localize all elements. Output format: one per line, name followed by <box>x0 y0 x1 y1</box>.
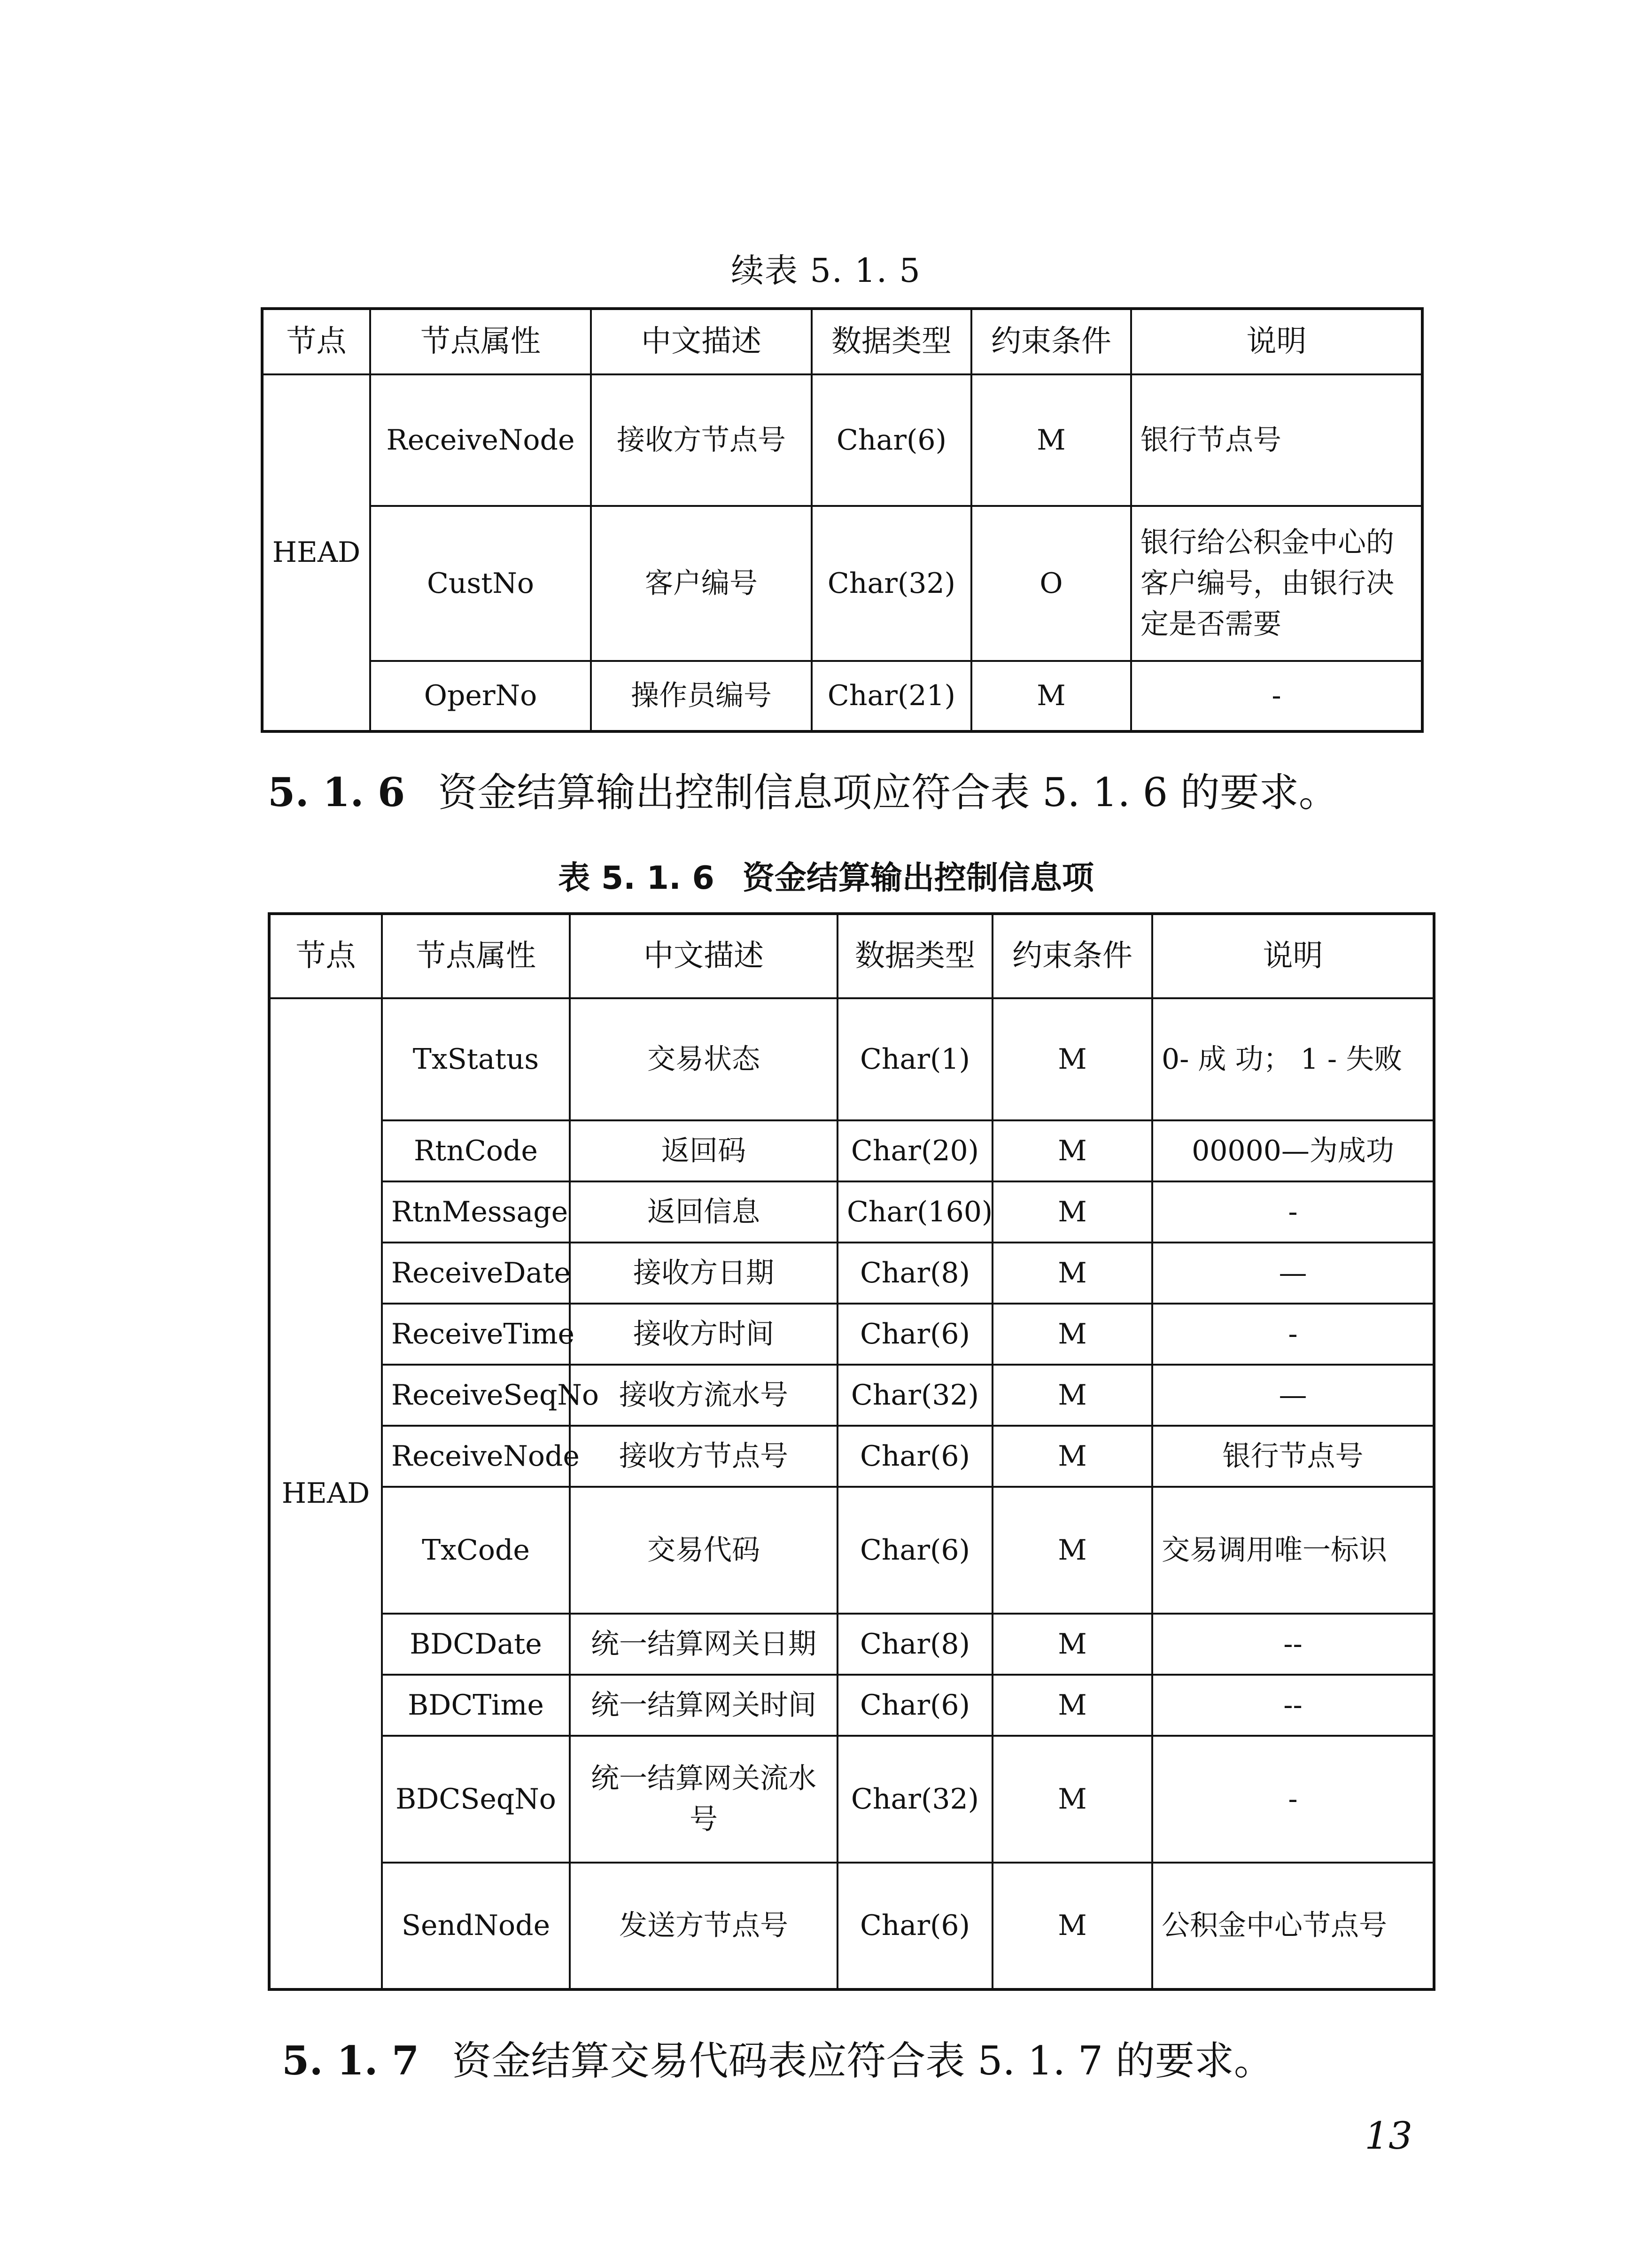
attr-cell: CustNo <box>370 506 591 661</box>
header-constraint: 约束条件 <box>971 309 1131 374</box>
type-cell: Char(8) <box>838 1243 993 1304</box>
type-cell: Char(160) <box>838 1181 993 1243</box>
note-cell: - <box>1152 1181 1434 1243</box>
desc-cell: 客户编号 <box>591 506 812 661</box>
desc-cell: 统一结算网关时间 <box>570 1675 838 1736</box>
attr-cell: RtnCode <box>382 1120 570 1181</box>
note-cell: - <box>1152 1304 1434 1365</box>
table-row <box>269 1181 1434 1243</box>
note-cell: 银行节点号 <box>1152 1426 1434 1487</box>
note-cell: - <box>1131 661 1422 731</box>
header-row <box>262 309 1422 374</box>
header-type: 数据类型 <box>812 309 971 374</box>
header-desc: 中文描述 <box>591 309 812 374</box>
type-cell: Char(6) <box>838 1304 993 1365</box>
header-node: 节点 <box>262 309 370 374</box>
note-cell: 银行给公积金中心的客户编号，由银行决定是否需要 <box>1131 506 1422 661</box>
constraint-cell: M <box>971 661 1131 731</box>
constraint-cell: M <box>993 1736 1152 1863</box>
type-cell: Char(6) <box>838 1863 993 1989</box>
desc-cell: 接收方日期 <box>570 1243 838 1304</box>
desc-cell: 接收方时间 <box>570 1304 838 1365</box>
constraint-cell: M <box>993 1487 1152 1614</box>
type-cell: Char(20) <box>838 1120 993 1181</box>
attr-cell: ReceiveTime <box>382 1304 570 1365</box>
header-constraint: 约束条件 <box>993 914 1152 998</box>
attr-cell: BDCSeqNo <box>382 1736 570 1863</box>
attr-cell: ReceiveDate <box>382 1243 570 1304</box>
section-text: 资金结算输出控制信息项应符合表 5. 1. 6 的要求。 <box>438 769 1338 816</box>
attr-cell: OperNo <box>370 661 591 731</box>
type-cell: Char(32) <box>838 1365 993 1426</box>
table-row <box>262 661 1422 731</box>
table-row <box>269 1736 1434 1863</box>
constraint-cell: M <box>993 1181 1152 1243</box>
desc-cell: 接收方流水号 <box>570 1365 838 1426</box>
type-cell: Char(6) <box>838 1675 993 1736</box>
section-number: 5. 1. 6 <box>268 769 405 816</box>
attr-cell: TxStatus <box>382 998 570 1120</box>
note-cell: 0- 成 功； 1 - 失败 <box>1152 998 1434 1120</box>
type-cell: Char(32) <box>812 506 971 661</box>
table-row <box>269 998 1434 1120</box>
header-row <box>269 914 1434 998</box>
header-note: 说明 <box>1131 309 1422 374</box>
table-row <box>269 1426 1434 1487</box>
section-5-1-6 <box>268 761 1338 818</box>
attr-cell: TxCode <box>382 1487 570 1614</box>
desc-cell: 接收方节点号 <box>591 374 812 506</box>
constraint-cell: M <box>993 1863 1152 1989</box>
header-desc: 中文描述 <box>570 914 838 998</box>
table-row <box>262 506 1422 661</box>
attr-cell: SendNode <box>382 1863 570 1989</box>
type-cell: Char(1) <box>838 998 993 1120</box>
note-cell: 银行节点号 <box>1131 374 1422 506</box>
note-cell: - <box>1152 1736 1434 1863</box>
note-cell: 交易调用唯一标识 <box>1152 1487 1434 1614</box>
header-note: 说明 <box>1152 914 1434 998</box>
desc-cell: 操作员编号 <box>591 661 812 731</box>
constraint-cell: M <box>993 998 1152 1120</box>
table2-title-text: 资金结算输出控制信息项 <box>742 860 1094 897</box>
desc-cell: 接收方节点号 <box>570 1426 838 1487</box>
type-cell: Char(6) <box>838 1487 993 1614</box>
desc-cell: 交易代码 <box>570 1487 838 1614</box>
table-row <box>269 1243 1434 1304</box>
table-row <box>269 1614 1434 1675</box>
constraint-cell: O <box>971 506 1131 661</box>
table-row <box>269 1487 1434 1614</box>
constraint-cell: M <box>993 1365 1152 1426</box>
note-cell: -- <box>1152 1614 1434 1675</box>
page-number: 13 <box>1365 2114 1412 2158</box>
constraint-cell: M <box>993 1614 1152 1675</box>
header-attr: 节点属性 <box>370 309 591 374</box>
desc-cell: 发送方节点号 <box>570 1863 838 1989</box>
constraint-cell: M <box>971 374 1131 506</box>
table2-title-number: 表 5. 1. 6 <box>558 860 714 897</box>
node-cell: HEAD <box>269 998 382 1989</box>
note-cell: -- <box>1152 1675 1434 1736</box>
type-cell: Char(32) <box>838 1736 993 1863</box>
desc-cell: 统一结算网关流水号 <box>570 1736 838 1863</box>
section-number: 5. 1. 7 <box>282 2037 419 2084</box>
constraint-cell: M <box>993 1426 1152 1487</box>
table-row <box>269 1675 1434 1736</box>
header-attr: 节点属性 <box>382 914 570 998</box>
constraint-cell: M <box>993 1243 1152 1304</box>
note-cell: 公积金中心节点号 <box>1152 1863 1434 1989</box>
constraint-cell: M <box>993 1120 1152 1181</box>
attr-cell: RtnMessage <box>382 1181 570 1243</box>
attr-cell: BDCTime <box>382 1675 570 1736</box>
table-5-1-5-continued <box>261 307 1424 733</box>
desc-cell: 返回码 <box>570 1120 838 1181</box>
attr-cell: ReceiveNode <box>382 1426 570 1487</box>
constraint-cell: M <box>993 1304 1152 1365</box>
type-cell: Char(6) <box>812 374 971 506</box>
section-text: 资金结算交易代码表应符合表 5. 1. 7 的要求。 <box>452 2038 1273 2084</box>
constraint-cell: M <box>993 1675 1152 1736</box>
desc-cell: 统一结算网关日期 <box>570 1614 838 1675</box>
table-row <box>269 1365 1434 1426</box>
table-row <box>269 1304 1434 1365</box>
table-row <box>269 1120 1434 1181</box>
node-cell: HEAD <box>262 374 370 731</box>
note-cell: 00000—为成功 <box>1152 1120 1434 1181</box>
type-cell: Char(21) <box>812 661 971 731</box>
table-row <box>262 374 1422 506</box>
table-5-1-6 <box>268 912 1435 1991</box>
table-row <box>269 1863 1434 1989</box>
attr-cell: BDCDate <box>382 1614 570 1675</box>
note-cell: — <box>1152 1243 1434 1304</box>
attr-cell: ReceiveNode <box>370 374 591 506</box>
table2-title <box>0 853 1652 898</box>
note-cell: — <box>1152 1365 1434 1426</box>
type-cell: Char(8) <box>838 1614 993 1675</box>
section-5-1-7 <box>282 2029 1273 2086</box>
header-type: 数据类型 <box>838 914 993 998</box>
header-node: 节点 <box>269 914 382 998</box>
table1-caption: 续表 5. 1. 5 <box>731 251 921 290</box>
desc-cell: 返回信息 <box>570 1181 838 1243</box>
desc-cell: 交易状态 <box>570 998 838 1120</box>
attr-cell: ReceiveSeqNo <box>382 1365 570 1426</box>
type-cell: Char(6) <box>838 1426 993 1487</box>
